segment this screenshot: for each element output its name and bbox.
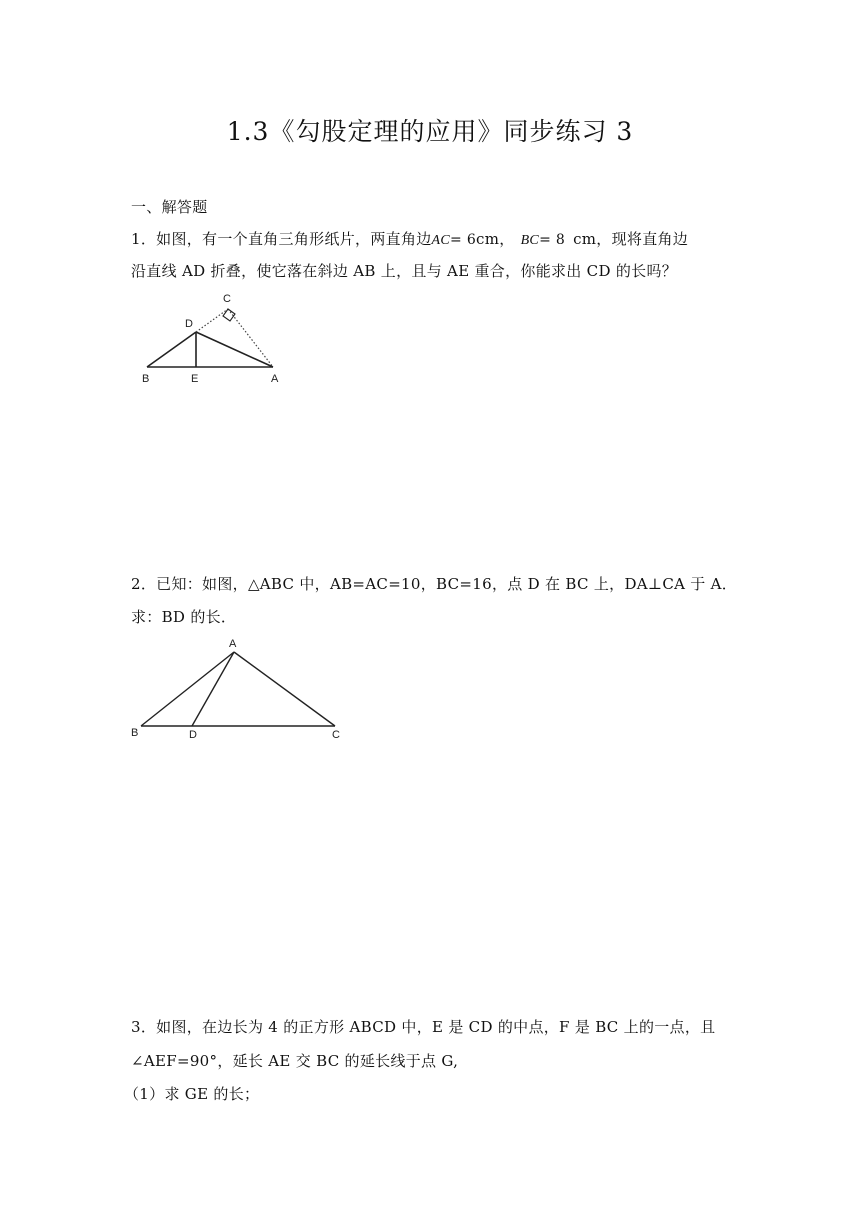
- q1-ac-value: = 6: [450, 232, 477, 248]
- label-c: C: [223, 293, 231, 305]
- label-e: E: [191, 373, 199, 385]
- question-2-line-2: 求：BD 的长．: [131, 608, 237, 626]
- section-heading: 一、解答题: [131, 198, 208, 216]
- page-title: 1.3《勾股定理的应用》同步练习 3: [226, 117, 634, 146]
- question-1-line-1: [131, 228, 688, 249]
- q1-ac-symbol: AC: [431, 233, 451, 248]
- q1-ac-unit: cm，: [476, 230, 515, 248]
- question-2-line-1: 2．已知：如图，△ABC 中，AB=AC=10，BC=16，点 D 在 BC 上，DA⊥CA 于 A．: [131, 575, 738, 593]
- segment-ac: [234, 652, 335, 726]
- question-3-line-3: （1）求 GE 的长；: [124, 1085, 260, 1103]
- q1-bc-rest: cm，现将直角边: [573, 230, 689, 248]
- label-a: A: [271, 373, 279, 385]
- label-d: D: [185, 318, 193, 330]
- q1-prefix: 1．如图，有一个直角三角形纸片，两直角边: [131, 230, 432, 248]
- label-c: C: [332, 729, 340, 741]
- q1-bc-value: = 8: [539, 232, 566, 248]
- segment-ab: [141, 652, 234, 726]
- question-2-figure: [125, 632, 360, 747]
- question-3-line-2: ∠AEF=90°，延长 AE 交 BC 的延长线于点 G,: [131, 1052, 459, 1070]
- label-b: B: [142, 373, 150, 385]
- label-d: D: [189, 729, 197, 741]
- question-1-line-2: 沿直线 AD 折叠，使它落在斜边 AB 上，且与 AE 重合，你能求出 CD 的长吗？: [131, 262, 678, 280]
- segment-bd: [147, 332, 196, 367]
- segment-ad: [192, 652, 234, 726]
- label-b: B: [131, 727, 139, 739]
- question-3-line-1: 3．如图，在边长为 4 的正方形 ABCD 中，E 是 CD 的中点，F 是 BC 上的一点，且: [131, 1018, 716, 1036]
- segment-dc-dotted: [196, 309, 228, 332]
- label-a: A: [229, 638, 237, 650]
- q1-bc-symbol: BC: [520, 233, 540, 248]
- question-1-figure: [135, 290, 305, 390]
- segment-ca-dotted: [228, 309, 273, 367]
- segment-da: [196, 332, 273, 367]
